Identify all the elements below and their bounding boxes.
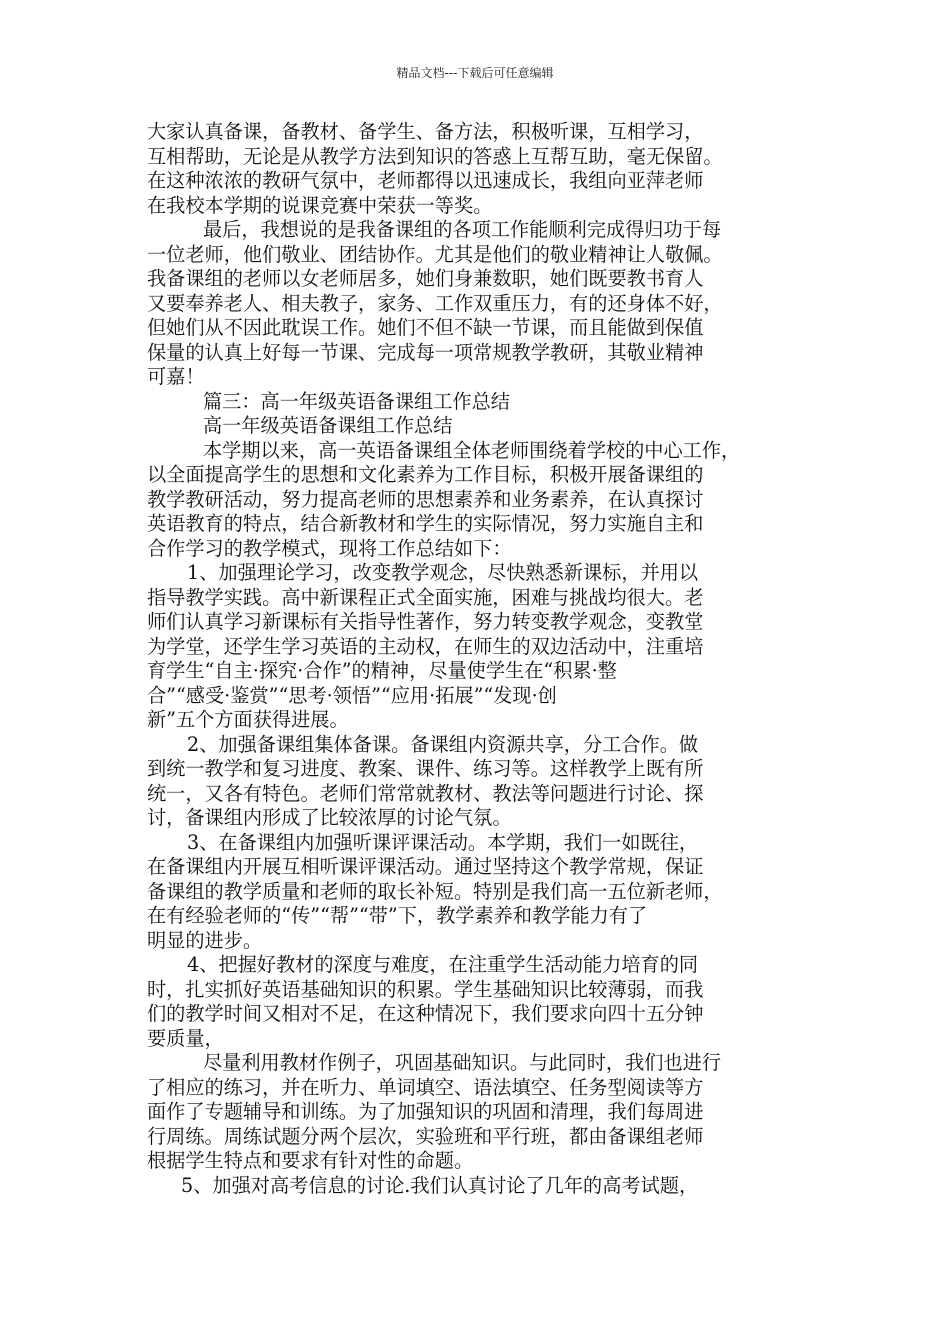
paragraph: 尽量利用教材作例子，巩固基础知识。与此同时，我们也进行 了相应的练习，并在听力、单词填空、语法填空、任务型阅读等方 面作了专题辅导和训练。为了加强知识的巩固和清理，我们每周进 行周练。周练试题分两个层次，实验班和平行班，都由备课组老师 根据学生特点和要求有针对性的命题。 [147, 1051, 722, 1172]
list-item: 2、加强备课组集体备课。备课组内资源共享，分工合作。做 到统一教学和复习进度、教案、课件、练习等。这样教学上既有所 统一，又各有特色。老师们常常就教材、教法等问题进行讨论、探 讨，备课组内形成了比较浓厚的讨论气氛。 [147, 732, 704, 829]
list-item: 1、加强理论学习，改变教学观念，尽快熟悉新课标，并用以 指导教学实践。高中新课程正式全面实施，困难与挑战均很大。老 师们认真学习新课标有关指导性著作，努力转变教学观念，变教堂 为学堂，还学生学习英语的主动权，在师生的双边活动中，注重培 育学生“自主·探究·合作”的精神，尽量使学生在“积累·整 合”“感受·鉴赏”“思考·领悟”“应用·拓展”“发现·创 新”五个方面获得进展。 [147, 561, 704, 731]
document-body [147, 120, 837, 1198]
section-title: 篇三：高一年级英语备课组工作总结 [203, 389, 510, 413]
paragraph: 最后，我想说的是我备课组的各项工作能顺利完成得归功于每 一位老师，他们敬业、团结协作。尤其是他们的敬业精神让人敬佩。 我备课组的老师以女老师居多，她们身兼数职，她们既要教书育人 又要奉养老人、相夫教子，家务、工作双重压力，有的还身体不好， 但她们从不因此耽误工作。她们不但不缺一节课，而且能做到保值 保量的认真上好每一节课、完成每一项常规教学教研，其敬业精神 可嘉！ [147, 218, 723, 388]
paragraph: 大家认真备课，备教材、备学生、备方法，积极听课，互相学习， 互相帮助，无论是从教学方法到知识的答惑上互帮互助，毫无保留。 在这种浓浓的教研气氛中，老师都得以迅速成长，我组向亚萍老师 在我校本学期的说课竞赛中荣获一等奖。 [147, 120, 723, 217]
list-item: 3、在备课组内加强听课评课活动。本学期，我们一如既往， 在备课组内开展互相听课评课活动。通过坚持这个教学常规，保证 备课组的教学质量和老师的取长补短。特别是我们高一五位新老师， 在有经验老师的“传”“帮”“带”下，教学素养和教学能力有了 明显的进步。 [147, 830, 723, 952]
paragraph: 本学期以来，高一英语备课组全体老师围绕着学校的中心工作， 以全面提高学生的思想和文化素养为工作目标，积极开展备课组的 教学教研活动，努力提高老师的思想素养和业务素养，在认真探讨 英语教育的特点，结合新教材和学生的实际情况，努力实施自主和 合作学习的教学模式，现将工作总结如下： [147, 438, 741, 560]
list-item: 5、加强对高考信息的讨论.我们认真讨论了几年的高考试题， [181, 1173, 699, 1197]
page-header: 精品文档---下载后可任意编辑 [396, 66, 554, 80]
list-item: 4、把握好教材的深度与难度，在注重学生活动能力培育的同 时，扎实抓好英语基础知识的积累。学生基础知识比较薄弱，而我 们的教学时间又相对不足，在这种情况下，我们要求向四十五分钟 要质量， [147, 953, 704, 1050]
document-title: 高一年级英语备课组工作总结 [203, 414, 453, 437]
